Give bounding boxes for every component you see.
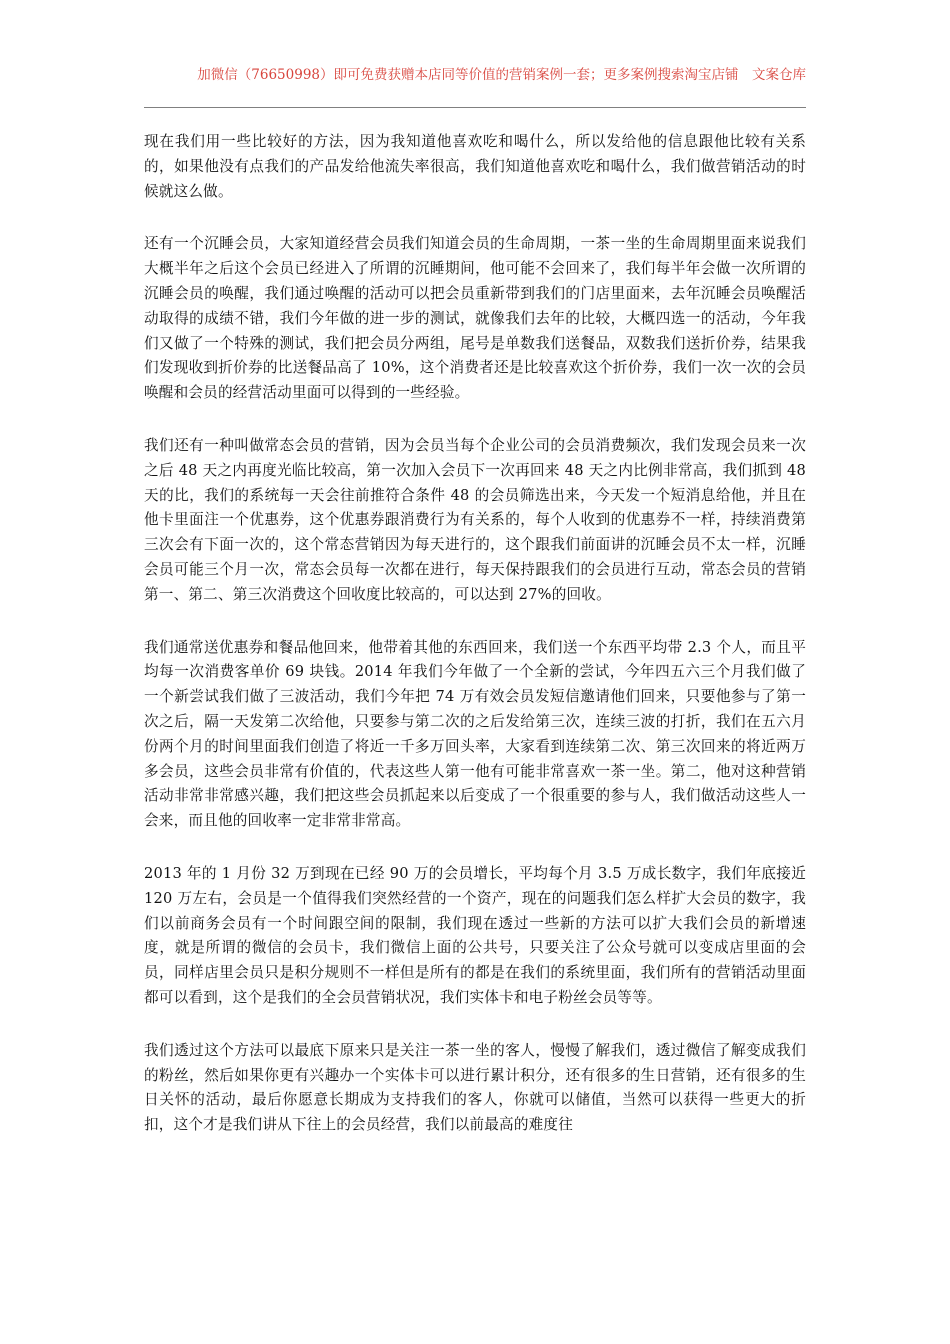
header-divider: [144, 107, 806, 108]
paragraph-dormant-members: 还有一个沉睡会员，大家知道经营会员我们知道会员的生命周期，一茶一坐的生命周期里面来说我们大概半年之后这个会员已经进入了所谓的沉睡期间，他可能不会回来了，我们每半年会做一次所谓的沉睡会员的唤醒，我们通过唤醒的活动可以把会员重新带到我们的门店里面来，去年沉睡会员唤醒活动取得的成绩不错，我们今年做的进一步的测试，就像我们去年的比较，大概四选一的活动，今年我们又做了一个特殊的测试，我们把会员分两组，尾号是单数我们送餐品，双数我们送折价券，结果我们发现收到折价券的比送餐品高了 10%，这个消费者还是比较喜欢这个折价券，我们一次一次的会员唤醒和会员的经营活动里面可以得到的一些经验。: [144, 235, 806, 402]
paragraph-member-funnel: 我们透过这个方法可以最底下原来只是关注一茶一坐的客人，慢慢了解我们，透过微信了解变成我们的粉丝，然后如果你更有兴趣办一个实体卡可以进行累计积分，还有很多的生日营销，还有很多的生日关怀的活动，最后你愿意长期成为支持我们的客人，你就可以储值，当然可以获得一些更大的折扣，这个才是我们讲从下往上的会员经营，我们以前最高的难度往: [144, 1041, 806, 1134]
paragraph-intro: 现在我们用一些比较好的方法，因为我知道他喜欢吃和喝什么，所以发给他的信息跟他比较有关系的，如果他没有点我们的产品发给他流失率很高，我们知道他喜欢吃和喝什么，我们做营销活动的时候就这么做。: [144, 133, 806, 200]
paragraph-coupon-campaign: 我们通常送优惠券和餐品他回来，他带着其他的东西回来，我们送一个东西平均带 2.3 个人，而且平均每一次消费客单价 69 块钱。2014 年我们今年做了一个全新的尝试，今年四五六三个月我们做了一个新尝试我们做了三波活动，我们今年把 74 万有效会员发短信邀请他们回来，只要他参与了第一次之后，隔一天发第二次给他，只要参与第二次的之后发给第三次，连续三波的打折，我们在五六月份两个月的时间里面我们创造了将近一千多万回头率，大家看到连续第二次、第三次回来的将近两万多会员，这些会员非常有价值的，代表这些人第一他有可能非常喜欢一茶一坐。第二，他对这种营销活动非常非常感兴趣，我们把这些会员抓起来以后变成了一个很重要的参与人，我们做活动这些人一会来，而且他的回收率一定非常非常高。: [144, 638, 806, 830]
document-body: [144, 130, 806, 1166]
paragraph-member-growth: 2013 年的 1 月份 32 万到现在已经 90 万的会员增长，平均每个月 3.5 万成长数字，我们年底接近 120 万左右，会员是一个值得我们突然经营的一个资产，现在的问题我们怎么样扩大会员的数字，我们以前商务会员有一个时间跟空间的限制，我们现在透过一些新的方法可以扩大我们会员的新增速度，就是所谓的微信的会员卡，我们微信上面的公共号，只要关注了公众号就可以变成店里面的会员，同样店里会员只是积分规则不一样但是所有的都是在我们的系统里面，我们所有的营销活动里面都可以看到，这个是我们的全会员营销状况，我们实体卡和电子粉丝会员等等。: [144, 864, 806, 1006]
paragraph-regular-members: 我们还有一种叫做常态会员的营销，因为会员当每个企业公司的会员消费频次，我们发现会员来一次之后 48 天之内再度光临比较高，第一次加入会员下一次再回来 48 天之内比例非常高，我们抓到 48 天的比，我们的系统每一天会往前推符合条件 48 的会员筛选出来，今天发一个短消息给他，并且在他卡里面注一个优惠券，这个优惠券跟消费行为有关系的，每个人收到的优惠券不一样，持续消费第三次会有下面一次的，这个常态营销因为每天进行的，这个跟我们前面讲的沉睡会员不太一样，沉睡会员可能三个月一次，常态会员每一次都在进行，每天保持跟我们的会员进行互动，常态会员的营销第一、第二、第三次消费这个回收度比较高的，可以达到 27%的回收。: [144, 436, 806, 603]
promo-header-text: 加微信（76650998）即可免费获赠本店同等价值的营销案例一套；更多案例搜索淘宝店铺 文案仓库: [197, 67, 806, 83]
page-header: [0, 66, 806, 84]
